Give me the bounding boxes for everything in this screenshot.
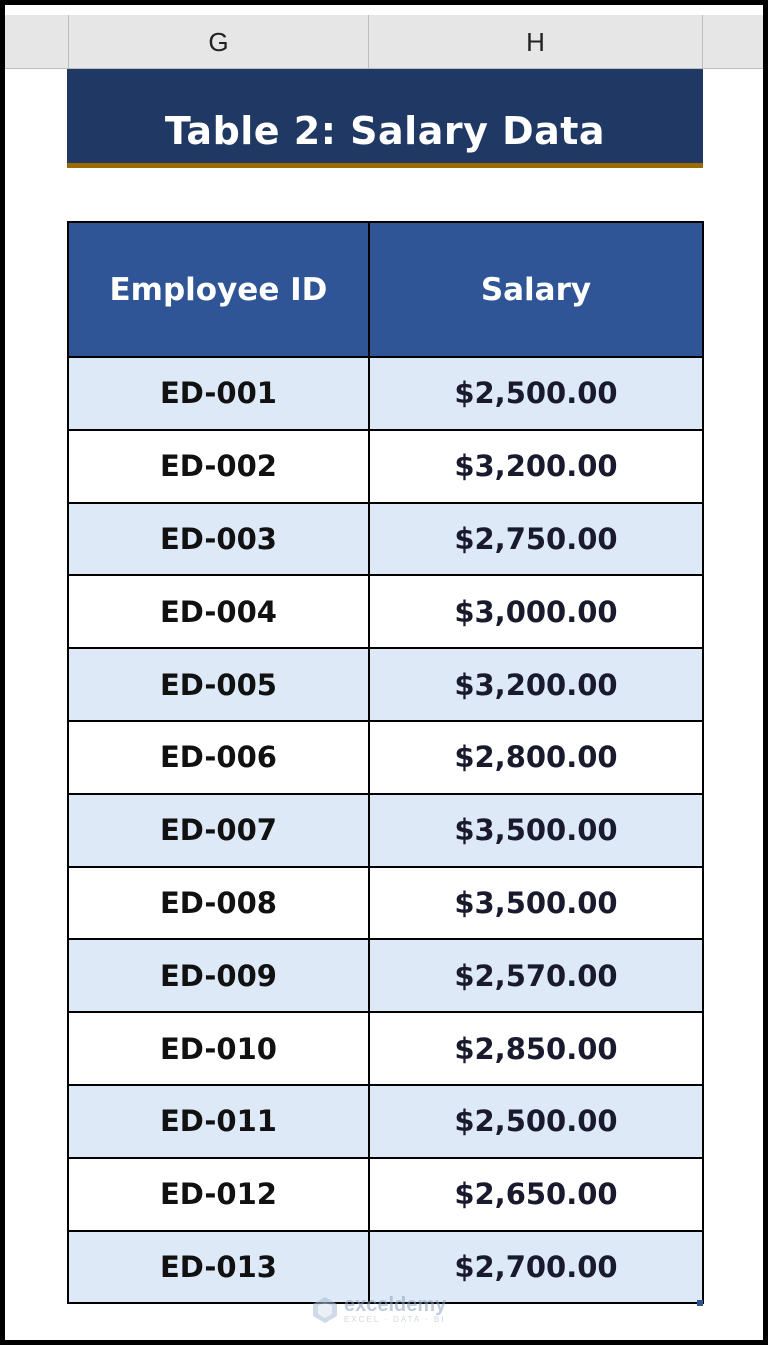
employee-id-cell[interactable]: ED-012 <box>68 1158 369 1231</box>
table-row <box>68 939 703 1012</box>
employee-id-cell[interactable]: ED-004 <box>68 575 369 648</box>
salary-cell[interactable]: $2,650.00 <box>369 1158 703 1231</box>
salary-cell[interactable]: $2,750.00 <box>369 503 703 576</box>
employee-id-cell[interactable]: ED-011 <box>68 1085 369 1158</box>
header-employee-id[interactable]: Employee ID <box>68 222 369 357</box>
column-header-g[interactable]: G <box>69 15 369 69</box>
employee-id-cell[interactable]: ED-007 <box>68 794 369 867</box>
column-header-h[interactable]: H <box>369 15 703 69</box>
table-resize-handle[interactable] <box>697 1300 703 1306</box>
watermark-tagline: EXCEL · DATA · BI <box>344 1315 446 1324</box>
employee-id-cell[interactable]: ED-001 <box>68 357 369 430</box>
salary-cell[interactable]: $2,700.00 <box>369 1231 703 1304</box>
table-row <box>68 794 703 867</box>
table-row <box>68 721 703 794</box>
salary-cell[interactable]: $3,000.00 <box>369 575 703 648</box>
salary-cell[interactable]: $2,500.00 <box>369 1085 703 1158</box>
table-row <box>68 575 703 648</box>
employee-id-cell[interactable]: ED-010 <box>68 1012 369 1085</box>
table-row <box>68 357 703 430</box>
table-row <box>68 1231 703 1304</box>
table-row <box>68 867 703 940</box>
salary-cell[interactable]: $3,200.00 <box>369 648 703 721</box>
employee-id-cell[interactable]: ED-013 <box>68 1231 369 1304</box>
salary-cell[interactable]: $2,500.00 <box>369 357 703 430</box>
employee-id-cell[interactable]: ED-002 <box>68 430 369 503</box>
employee-id-cell[interactable]: ED-008 <box>68 867 369 940</box>
watermark <box>311 1295 446 1324</box>
column-header-blank-right[interactable] <box>703 15 763 69</box>
salary-cell[interactable]: $2,800.00 <box>369 721 703 794</box>
employee-id-cell[interactable]: ED-005 <box>68 648 369 721</box>
employee-id-cell[interactable]: ED-003 <box>68 503 369 576</box>
salary-cell[interactable]: $3,200.00 <box>369 430 703 503</box>
salary-cell[interactable]: $3,500.00 <box>369 867 703 940</box>
employee-id-cell[interactable]: ED-006 <box>68 721 369 794</box>
salary-cell[interactable]: $3,500.00 <box>369 794 703 867</box>
table-row <box>68 1085 703 1158</box>
column-header-blank-left[interactable] <box>5 15 69 69</box>
spreadsheet-view <box>5 5 763 1340</box>
watermark-name: exceldemy <box>344 1294 447 1316</box>
table-title-cell[interactable] <box>67 69 703 168</box>
table-row <box>68 648 703 721</box>
column-header-bar <box>5 15 763 69</box>
exceldemy-logo-icon <box>311 1296 339 1324</box>
table-body <box>68 357 703 1303</box>
salary-cell[interactable]: $2,570.00 <box>369 939 703 1012</box>
table-row <box>68 430 703 503</box>
salary-table <box>67 221 704 1304</box>
watermark-text <box>344 1295 446 1324</box>
table-title: Table 2: Salary Data <box>164 109 606 153</box>
table-header-row <box>68 222 703 357</box>
header-salary[interactable]: Salary <box>369 222 703 357</box>
salary-cell[interactable]: $2,850.00 <box>369 1012 703 1085</box>
employee-id-cell[interactable]: ED-009 <box>68 939 369 1012</box>
table-row <box>68 1012 703 1085</box>
table-row <box>68 503 703 576</box>
table-row <box>68 1158 703 1231</box>
